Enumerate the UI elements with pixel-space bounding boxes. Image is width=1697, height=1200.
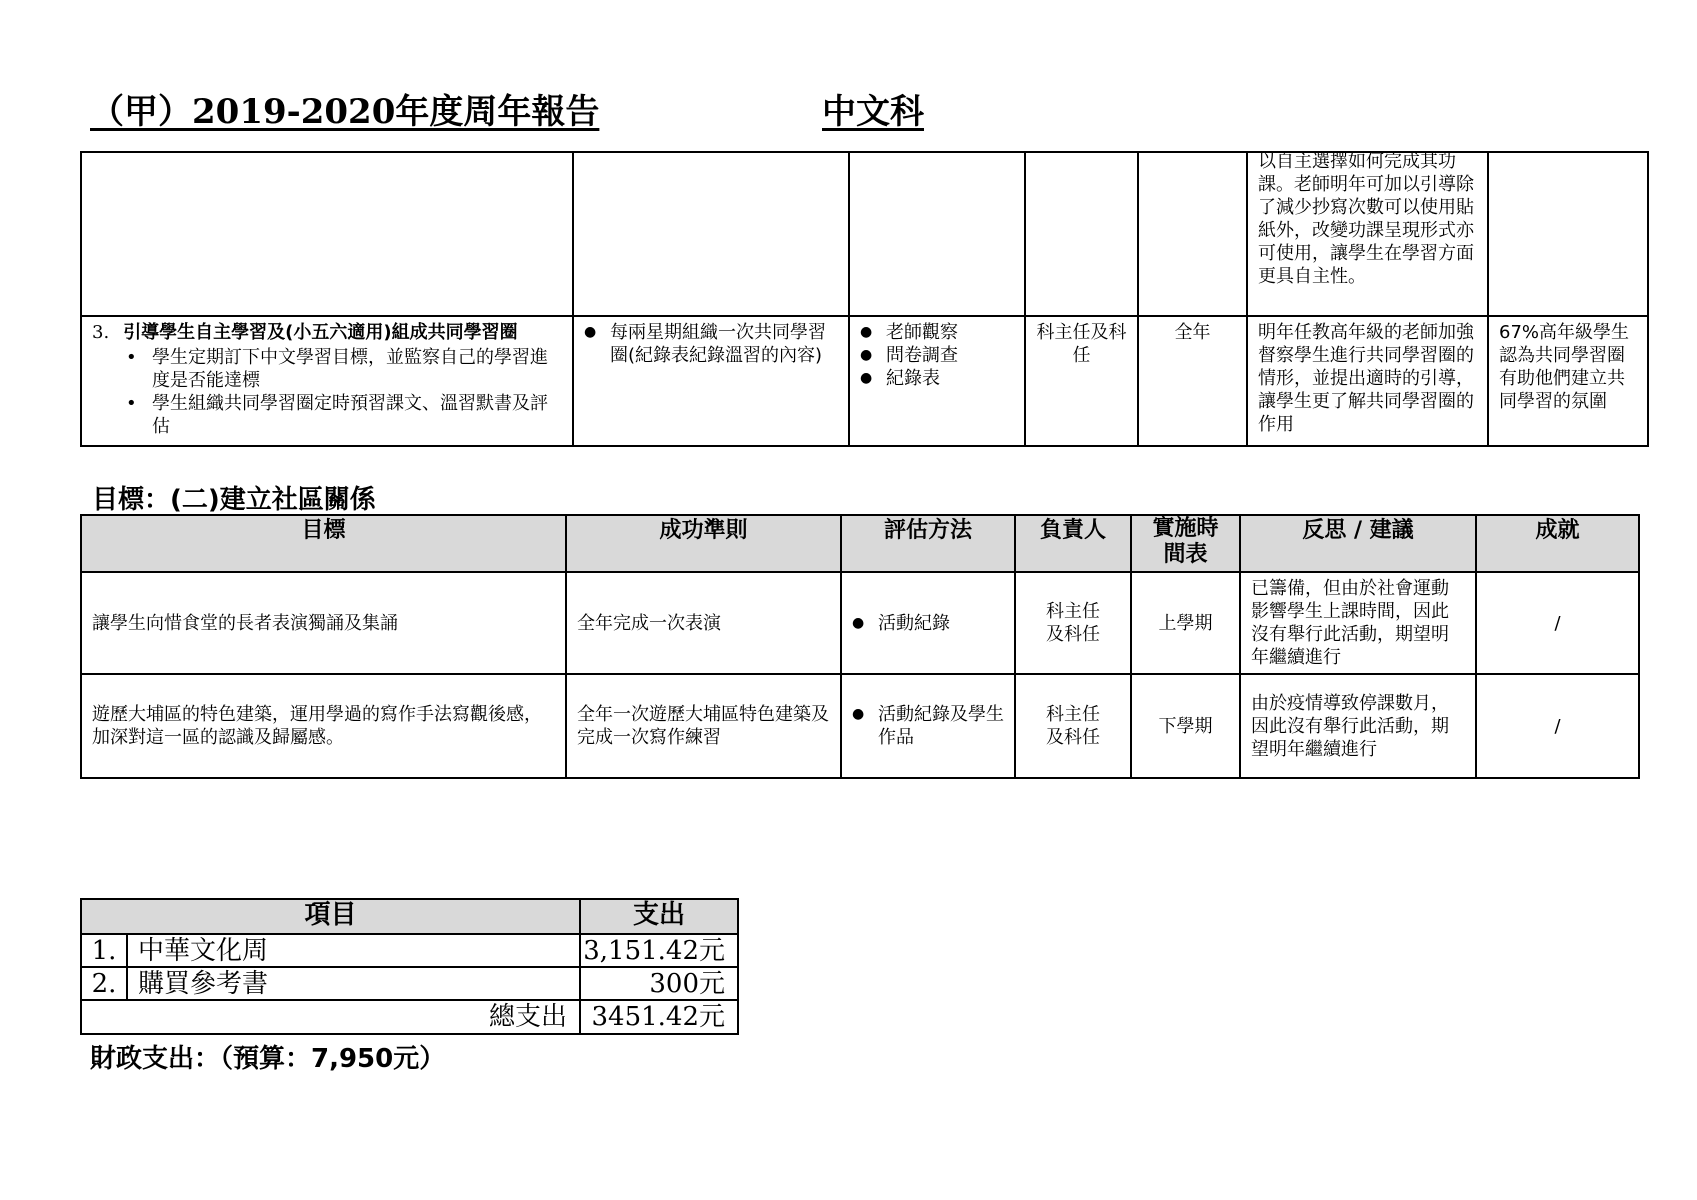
column-header: 成功準則 — [566, 515, 841, 572]
column-header: 支出 — [580, 899, 738, 934]
total-amount: 3451.42元 — [580, 1000, 738, 1034]
column-header: 反思 / 建議 — [1240, 515, 1476, 572]
person-cell: 科主任及科任 — [1046, 704, 1100, 748]
report-title: （甲）2019-2020年度周年報告 — [90, 92, 600, 132]
reflection-cell: 以自主選擇如何完成其功課。老師明年可加以引導除了減少抄寫次數可以使用貼紙外，改變功課呈現形式亦可使用，讓學生在學習方面更具自主性。 — [1258, 151, 1474, 287]
person-cell: 科主任及科任 — [1036, 322, 1127, 366]
schedule-cell: 上學期 — [1158, 612, 1213, 634]
item-amount: 3,151.42元 — [580, 934, 738, 967]
achievement-cell: / — [1554, 612, 1561, 634]
list-item: ● 紀錄表 — [860, 367, 1014, 390]
method-item: ● 活動紀錄 — [852, 612, 1004, 635]
goal-title: 引導學生自主學習及(小五六適用)組成共同學習圈 — [123, 322, 518, 343]
goal-cell: 遊歷大埔區的特色建築，運用學過的寫作手法寫觀後感，加深對這一區的認識及歸屬感。 — [92, 704, 542, 748]
budget-header-row — [81, 899, 738, 934]
reflection-cell: 明年任教高年級的老師加強督察學生進行共同學習圈的情形，並提出適時的引導，讓學生更了解共同學習圈的作用 — [1258, 322, 1474, 435]
criteria-list — [584, 321, 838, 367]
list-item: ● 每兩星期組織一次共同學習圈(紀錄表紀錄溫習的內容) — [584, 321, 838, 367]
budget-total-row — [81, 1000, 738, 1034]
reflection-cell: 已籌備，但由於社會運動影響學生上課時間，因此沒有舉行此活動，期望明年繼續進行 — [1251, 578, 1449, 668]
list-item: • 學生組織共同學習圈定時預習課文、溫習默書及評估 — [92, 392, 562, 438]
column-header: 成就 — [1476, 515, 1639, 572]
reflection-cell: 由於疫情導致停課數月，因此沒有舉行此活動，期望明年繼續進行 — [1251, 692, 1449, 760]
item-amount: 300元 — [580, 967, 738, 1000]
table-header-row — [81, 515, 1639, 572]
item-name: 購買參考書 — [127, 967, 580, 1000]
column-header: 項目 — [81, 899, 580, 934]
achievement-cell: 67%高年級學生認為共同學習圈有助他們建立共同學習的氛圍 — [1499, 322, 1630, 412]
list-item: ● 問卷調查 — [860, 344, 1014, 367]
table-row-goal-3 — [81, 316, 1648, 446]
method-item: ● 活動紀錄及學生作品 — [852, 703, 1004, 749]
column-header: 實施時間表 — [1131, 515, 1240, 572]
item-number: 1. — [81, 934, 127, 967]
schedule-cell: 全年 — [1174, 322, 1211, 343]
table-row — [81, 572, 1639, 674]
goal-points — [92, 346, 562, 438]
schedule-cell: 下學期 — [1158, 715, 1213, 737]
table-row — [81, 674, 1639, 778]
budget-footer: 財政支出：（預算：7,950元） — [90, 1044, 446, 1074]
budget-table — [80, 898, 739, 1035]
total-label: 總支出 — [81, 1000, 580, 1034]
goal-cell — [82, 317, 572, 442]
list-item: • 學生定期訂下中文學習目標，並監察自己的學習進度是否能達標 — [92, 346, 562, 392]
subject-title: 中文科 — [822, 92, 924, 132]
budget-row — [81, 934, 738, 967]
section-heading: 目標：(二)建立社區關係 — [92, 485, 376, 515]
goals-table-2 — [80, 514, 1640, 779]
column-header: 評估方法 — [841, 515, 1015, 572]
list-item: ● 老師觀察 — [860, 321, 1014, 344]
table-row-continuation — [81, 152, 1648, 316]
column-header: 負責人 — [1015, 515, 1131, 572]
item-name: 中華文化周 — [127, 934, 580, 967]
criteria-cell: 全年一次遊歷大埔區特色建築及完成一次寫作練習 — [577, 704, 829, 748]
column-header: 目標 — [81, 515, 566, 572]
item-number: 2. — [81, 967, 127, 1000]
goals-table-1 — [80, 151, 1649, 447]
criteria-cell: 全年完成一次表演 — [577, 612, 721, 634]
goal-cell: 讓學生向惜食堂的長者表演獨誦及集誦 — [92, 612, 398, 634]
achievement-cell: / — [1554, 715, 1561, 737]
budget-row — [81, 967, 738, 1000]
goal-number: 3. — [92, 322, 110, 343]
person-cell: 科主任及科任 — [1046, 601, 1100, 645]
methods-list — [860, 321, 1014, 390]
